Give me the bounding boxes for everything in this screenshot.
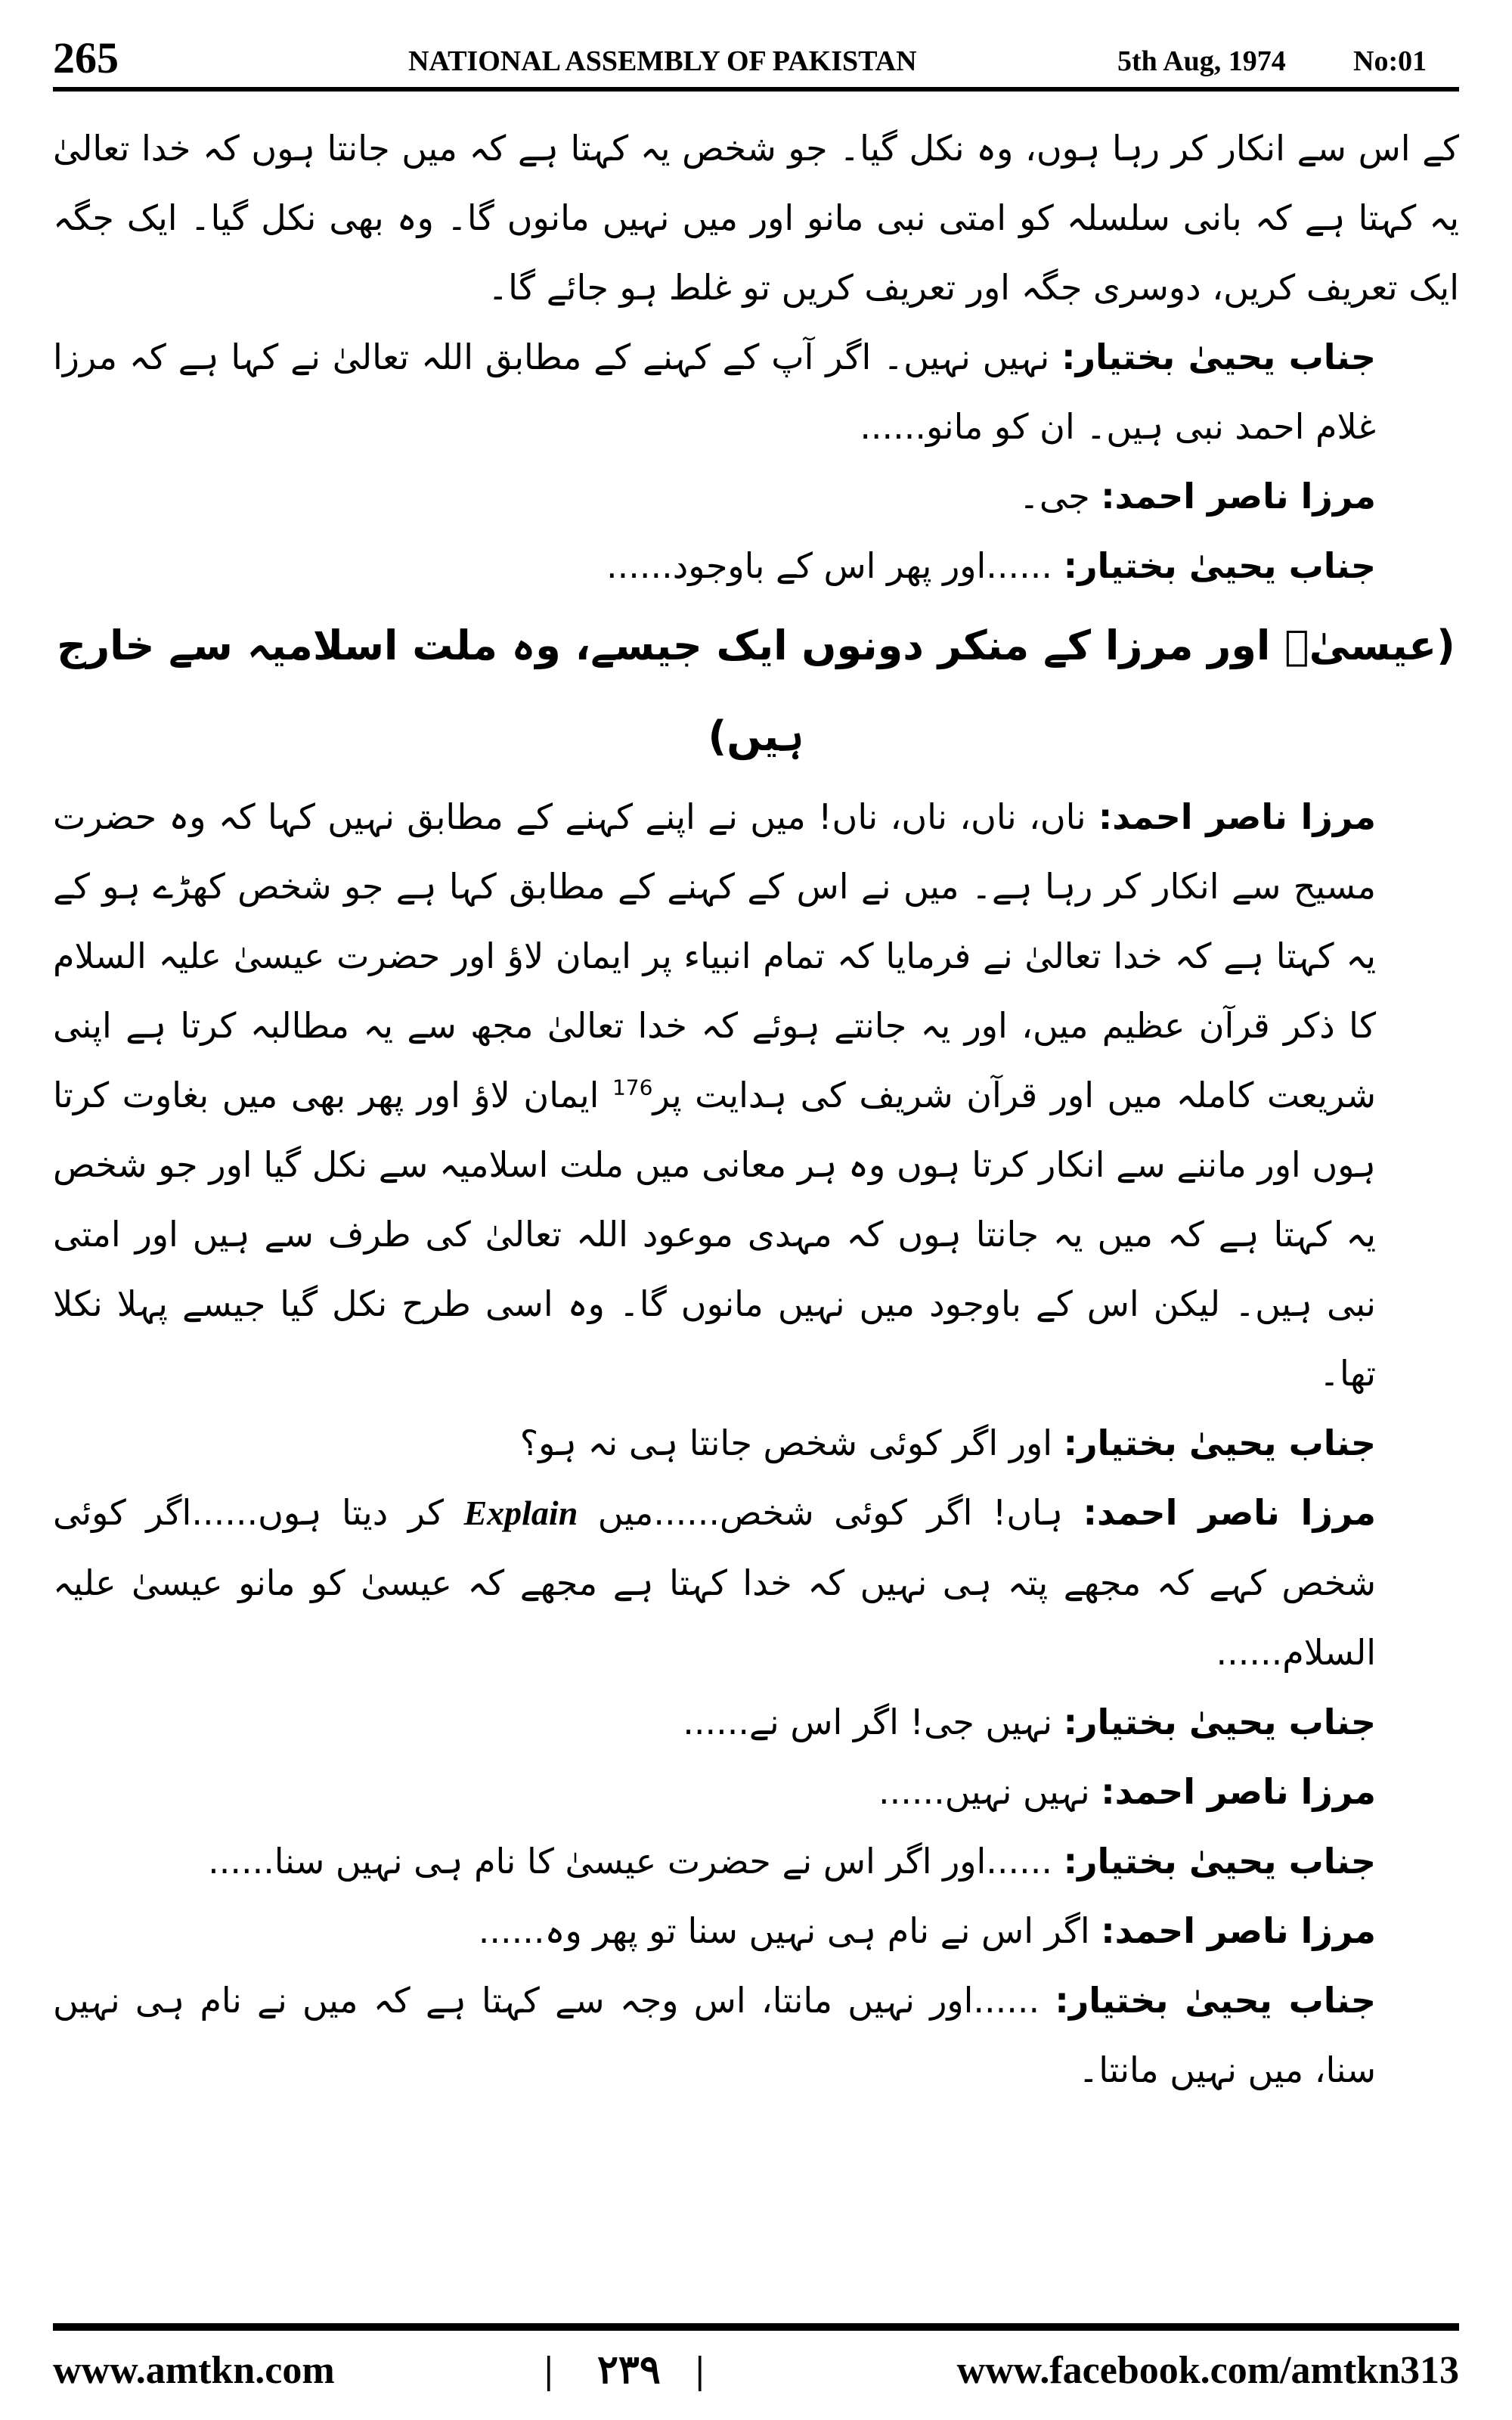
speech-text: ......اور نہیں مانتا، اس وجہ سے کہتا ہے کہ میں نے نام ہی نہیں سنا، میں نہیں مانتا۔ — [53, 1980, 1376, 2090]
footer-separator: | — [544, 2349, 553, 2392]
footer-separator: | — [696, 2349, 705, 2392]
issue-number: No:01 — [1353, 45, 1427, 77]
speech-text: نہیں جی! اگر اس نے...... — [683, 1702, 1053, 1742]
speaker-name: جناب یحییٰ بختیار: — [1055, 1980, 1377, 2021]
page-header — [53, 32, 1459, 85]
page-footer — [53, 2344, 1459, 2397]
speech-text: نہیں نہیں۔ اگر آپ کے کہنے کے مطابق اللہ تعالیٰ نے کہا ہے کہ مرزا غلام احمد نبی ہیں۔ ان کو مانو...... — [53, 337, 1376, 447]
facebook-link[interactable]: www.facebook.com/amtkn313 — [956, 2349, 1459, 2392]
english-word: Explain — [463, 1494, 578, 1532]
speech-mirza-1 — [53, 461, 1459, 531]
speech-yahya-1 — [53, 322, 1459, 461]
speech-yahya-5 — [53, 1826, 1459, 1896]
speech-text-continued: کر دیتا ہوں......اگر کوئی شخص کہے کہ مجھے پتہ ہی نہیں کہ خدا کہتا ہے مجھے کہ عیسیٰ کو مانو عیسیٰ علیہ السلام...... — [53, 1492, 1376, 1673]
footnote-reference: 176 — [612, 1075, 653, 1100]
speech-text: نہیں نہیں...... — [878, 1771, 1090, 1812]
transcript-body — [53, 113, 1459, 2307]
speech-yahya-3 — [53, 1408, 1459, 1478]
speech-text: ......اور اگر اس نے حضرت عیسیٰ کا نام ہی نہیں سنا...... — [208, 1841, 1053, 1882]
speech-mirza-5 — [53, 1896, 1459, 1965]
speech-text: اور اگر کوئی شخص جانتا ہی نہ ہو؟ — [519, 1423, 1053, 1463]
speaker-name: جناب یحییٰ بختیار: — [1063, 1841, 1376, 1882]
paragraph-continuation: کے اس سے انکار کر رہا ہوں، وہ نکل گیا۔ جو شخص یہ کہتا ہے کہ میں جانتا ہوں کہ خدا تعالیٰ یہ کہتا ہے کہ بانی سلسلہ کو امتی نبی مانو اور میں نہیں مانوں گا۔ وہ بھی نکل گیا۔ ایک جگہ ایک تعریف کریں، دوسری جگہ اور تعریف کریں تو غلط ہو جائے گا۔ — [53, 128, 1459, 308]
speaker-name: مرزا ناصر احمد: — [1098, 796, 1376, 837]
speaker-name: جناب یحییٰ بختیار: — [1063, 1702, 1376, 1742]
publication-title: NATIONAL ASSEMBLY OF PAKISTAN — [408, 45, 917, 77]
speech-text: ہاں! اگر کوئی شخص......میں — [597, 1492, 1064, 1533]
speech-text: اگر اس نے نام ہی نہیں سنا تو پھر وہ...... — [478, 1910, 1090, 1951]
speaker-name: مرزا ناصر احمد: — [1101, 1771, 1376, 1812]
speech-text: ......اور پھر اس کے باوجود...... — [606, 545, 1053, 586]
speech-mirza-4 — [53, 1757, 1459, 1826]
speech-mirza-3 — [53, 1478, 1459, 1687]
speech-text-continued: ایمان لاؤ اور پھر بھی میں بغاوت کرتا ہوں اور ماننے سے انکار کرتا ہوں وہ ہر معانی میں ملت اسلامیہ سے نکل گیا اور جو شخص یہ کہتا ہے کہ میں یہ جانتا ہوں کہ مہدی موعود اللہ تعالیٰ کی طرف سے ہیں اور امتی نبی ہیں۔ لیکن اس کے باوجود میں نہیں مانوں گا۔ وہ اسی طرح نکل گیا جیسے پہلا نکلا تھا۔ — [53, 1075, 1376, 1394]
header-divider — [53, 87, 1459, 92]
speech-mirza-2 — [53, 782, 1459, 1408]
speaker-name: جناب یحییٰ بختیار: — [1061, 337, 1376, 377]
session-date: 5th Aug, 1974 — [1117, 45, 1286, 77]
speaker-name: جناب یحییٰ بختیار: — [1063, 545, 1376, 586]
speech-text: ناں، ناں، ناں، ناں! میں نے اپنے کہنے کے مطابق نہیں کہا کہ وہ حضرت مسیح سے انکار کر رہا ہے۔ میں نے اس کے کہنے کے مطابق کہا ہے جو شخص کھڑے ہو کے یہ کہتا ہے کہ خدا تعالیٰ نے فرمایا کہ تمام انبیاء پر ایمان لاؤ اور حضرت عیسیٰ علیہ السلام کا ذکر قرآن عظیم میں، اور یہ جانتے ہوئے کہ خدا تعالیٰ مجھ سے یہ مطالبہ کرتا ہے اپنی شریعت کاملہ میں اور قرآن شریف کی ہدایت پر — [53, 796, 1376, 1115]
page-number: 265 — [53, 33, 119, 82]
speaker-name: مرزا ناصر احمد: — [1101, 476, 1376, 517]
speech-yahya-6 — [53, 1965, 1459, 2105]
footer-divider — [53, 2323, 1459, 2331]
speech-text: جی۔ — [1018, 476, 1090, 517]
speaker-name: مرزا ناصر احمد: — [1101, 1910, 1376, 1951]
speaker-name: مرزا ناصر احمد: — [1083, 1492, 1377, 1533]
urdu-page-number: ۲۳۹ — [597, 2349, 661, 2392]
speaker-name: جناب یحییٰ بختیار: — [1063, 1423, 1376, 1463]
speech-yahya-2 — [53, 531, 1459, 600]
section-heading: (عیسیٰؑ اور مرزا کے منکر دونوں ایک جیسے، وہ ملت اسلامیہ سے خارج ہیں) — [57, 622, 1455, 760]
website-link[interactable]: www.amtkn.com — [53, 2349, 335, 2392]
speech-yahya-4 — [53, 1687, 1459, 1757]
